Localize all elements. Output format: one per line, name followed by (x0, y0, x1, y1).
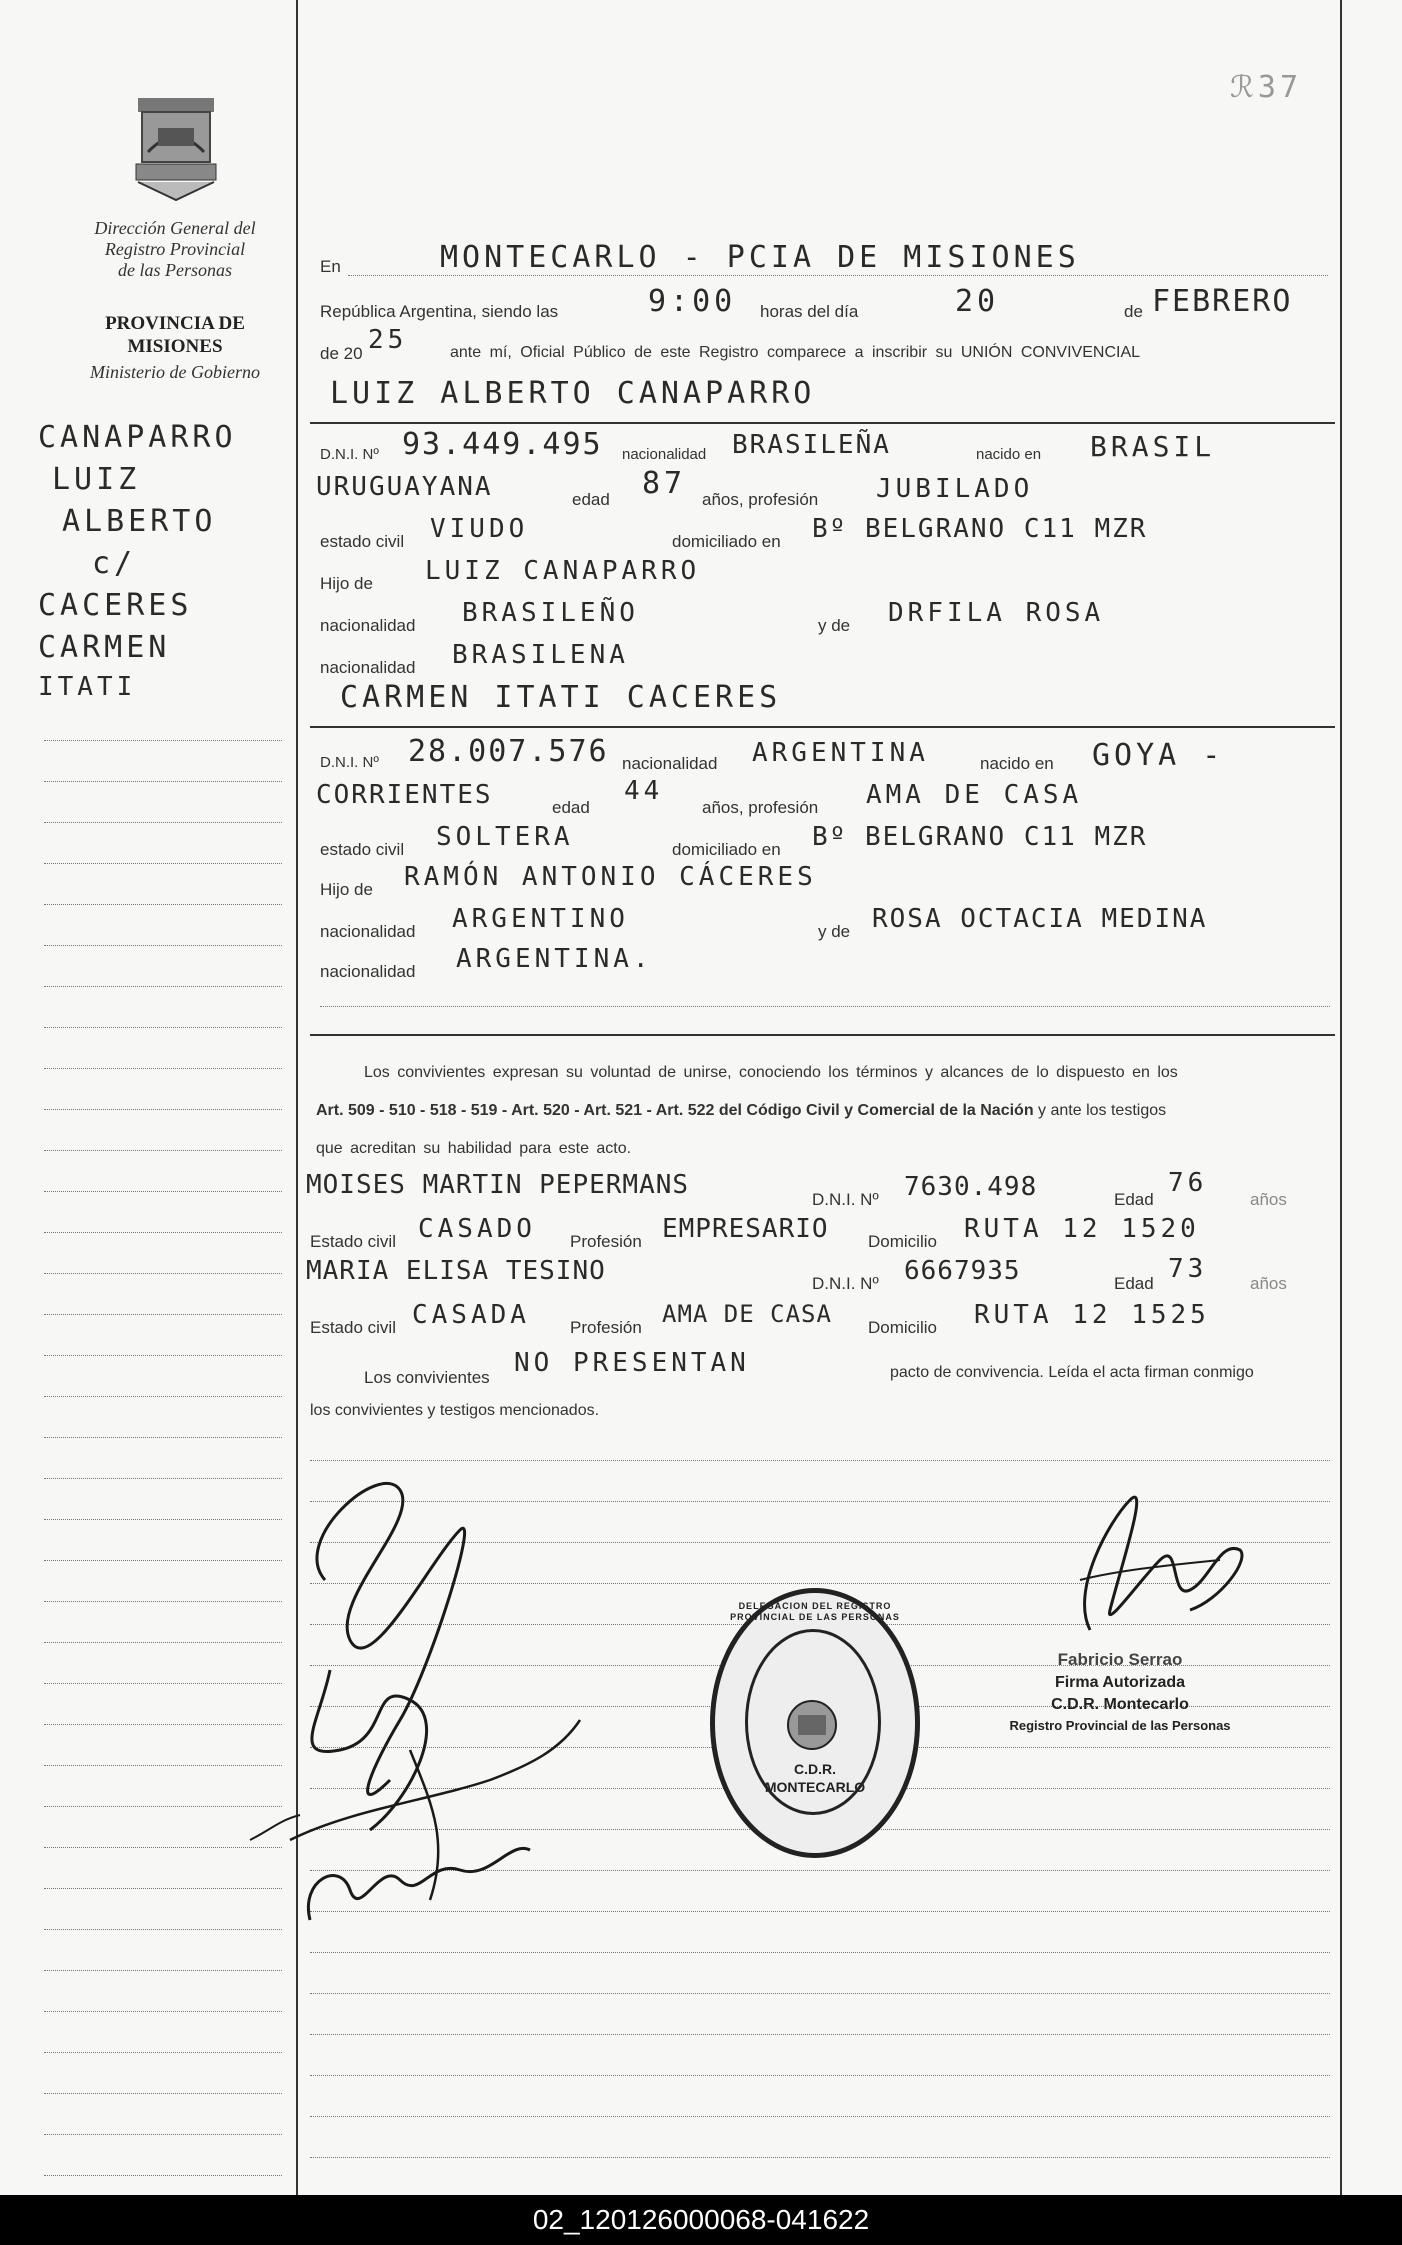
w2-prof: AMA DE CASA (662, 1300, 832, 1328)
margin-ruling (44, 1970, 282, 1971)
margin-note-1: CANAPARRO (38, 420, 237, 455)
margin-ruling (44, 2052, 282, 2053)
p1-domic-label: domiciliado en (672, 532, 781, 551)
margin-ruling (44, 1191, 282, 1192)
p1-domic: Bº BELGRANO C11 MZR (812, 514, 1148, 544)
w2-estado: CASADA (412, 1300, 530, 1330)
person2-fullname: CARMEN ITATI CACERES (340, 680, 782, 715)
margin-note-7: ITATI (38, 672, 137, 702)
header-line1: Dirección General del (94, 218, 256, 238)
anio-value: 25 (368, 325, 408, 355)
w2-prof-label: Profesión (570, 1318, 642, 1337)
margin-note-5: CACERES (38, 588, 193, 623)
p2-estado-label: estado civil (320, 840, 405, 859)
w1-anios-label: años (1250, 1190, 1287, 1209)
p1-nacido-label: nacido en (976, 446, 1042, 463)
p1-nacpadre-label: nacionalidad (320, 616, 416, 635)
p2-hijo-label: Hijo de (320, 880, 373, 899)
w2-dom-label: Domicilio (868, 1318, 937, 1337)
w2-dom: RUTA 12 1525 (974, 1300, 1210, 1330)
divider-1 (310, 422, 1335, 424)
de-label: de (1124, 302, 1143, 321)
w1-estado: CASADO (418, 1214, 536, 1244)
p2-yde-label: y de (818, 922, 851, 941)
p1-nac: BRASILEÑA (732, 430, 891, 460)
de20-label: de 20 (320, 344, 363, 363)
province-line1: PROVINCIA DE (105, 313, 245, 334)
margin-ruling (44, 904, 282, 905)
margin-ruling (44, 822, 282, 823)
margin-ruling (44, 1109, 282, 1110)
margin-ruling (44, 2093, 282, 2094)
p1-estado: VIUDO (430, 514, 529, 544)
w1-estado-label: Estado civil (310, 1232, 396, 1251)
pacto-rest2: los convivientes y testigos mencionados. (310, 1402, 600, 1419)
w1-dom: RUTA 12 1520 (964, 1214, 1200, 1244)
mes-value: FEBRERO (1152, 284, 1293, 319)
p1-edad: 87 (642, 466, 687, 501)
margin-ruling (44, 1355, 282, 1356)
pacto-value: NO PRESENTAN (514, 1348, 750, 1378)
body-ruling (310, 1993, 1330, 1994)
blank-dots (320, 1006, 1330, 1007)
republica-label: República Argentina, siendo las (320, 302, 559, 321)
margin-ruling (44, 986, 282, 987)
p1-estado-label: estado civil (320, 532, 405, 551)
seal-inner2: MONTECARLO (764, 1779, 866, 1795)
p1-nac-label: nacionalidad (622, 446, 707, 463)
body-ruling (310, 2157, 1330, 2158)
p2-nacido: GOYA - (1092, 738, 1225, 773)
person1-fullname: LUIZ ALBERTO CANAPARRO (330, 376, 816, 411)
w1-name: MOISES MARTIN PEPERMANS (306, 1170, 690, 1200)
en-label: En (320, 257, 341, 276)
margin-ruling (44, 2011, 282, 2012)
w2-edad-label: Edad (1114, 1274, 1154, 1293)
legal-articles: Art. 509 - 510 - 518 - 519 - Art. 520 - Art. 521 - Art. 522 del Código Civil y Comercial de la Nación (316, 1102, 1034, 1119)
margin-ruling (44, 1232, 282, 1233)
legal-p3: que acreditan su habilidad para este acto. (316, 1140, 632, 1157)
w2-dni-label: D.N.I. Nº (812, 1274, 879, 1293)
margin-ruling (44, 2175, 282, 2176)
pacto-rest: pacto de convivencia. Leída el acta firman conmigo (890, 1364, 1254, 1381)
legal-p2 (316, 1102, 1166, 1120)
p1-padre: LUIZ CANAPARRO (425, 556, 701, 586)
margin-ruling (44, 740, 282, 741)
stamp-line2: C.D.R. Montecarlo (1051, 1696, 1189, 1713)
pacto-label: Los convivientes (364, 1368, 490, 1387)
header-line2: Registro Provincial (104, 239, 246, 259)
margin-ruling (44, 1150, 282, 1151)
margin-ruling (44, 863, 282, 864)
ante-text: ante mí, Oficial Público de este Registro comparece a inscribir su UNIÓN CONVIVENCIAL (450, 344, 1141, 361)
margin-note-4: c/ (92, 546, 137, 581)
official-seal (710, 1588, 920, 1858)
p1-nacmadre-label: nacionalidad (320, 658, 416, 677)
w2-edad: 73 (1168, 1254, 1208, 1284)
margin-ruling (44, 1314, 282, 1315)
ministry-name: Ministerio de Gobierno (90, 362, 260, 382)
document-code-footer: 02_120126000068-041622 (0, 2195, 1402, 2245)
w2-anios-label: años (1250, 1274, 1287, 1293)
p2-dni-label: D.N.I. Nº (320, 754, 379, 771)
w1-dom-label: Domicilio (868, 1232, 937, 1251)
p2-madre: ROSA OCTACIA MEDINA (872, 904, 1208, 934)
p1-nacido: BRASIL (1090, 430, 1216, 463)
header-line3: de las Personas (118, 260, 232, 280)
body-ruling (310, 2034, 1330, 2035)
p2-nacmadre-label: nacionalidad (320, 962, 416, 981)
margin-ruling (44, 1068, 282, 1069)
directorate-name (60, 218, 290, 281)
p2-nac-label: nacionalidad (622, 754, 718, 773)
p2-padre: RAMÓN ANTONIO CÁCERES (404, 862, 817, 892)
p2-estado: SOLTERA (436, 822, 574, 852)
p2-nacpadre: ARGENTINO (452, 904, 629, 934)
p2-nacpadre-label: nacionalidad (320, 922, 416, 941)
signature-right-icon (1050, 1480, 1250, 1650)
p2-nacmadre: ARGENTINA. (456, 944, 653, 974)
p1-dni: 93.449.495 (402, 427, 603, 462)
p1-nacido2: URUGUAYANA (316, 472, 493, 502)
w2-name: MARIA ELISA TESINO (306, 1256, 606, 1286)
page-mark: ℛ37 (1230, 70, 1303, 105)
p2-nacido-label: nacido en (980, 754, 1054, 773)
margin-ruling (44, 781, 282, 782)
right-margin-line (1340, 0, 1342, 2195)
p2-profesion: AMA DE CASA (866, 780, 1083, 810)
p2-dni: 28.007.576 (408, 734, 609, 769)
p2-nac: ARGENTINA (752, 738, 929, 768)
p1-hijo-label: Hijo de (320, 574, 373, 593)
hora-value: 9:00 (648, 284, 737, 319)
p2-edad: 44 (624, 776, 664, 806)
p1-edad-label: edad (572, 490, 610, 509)
margin-note-3: ALBERTO (62, 504, 217, 539)
margin-ruling (44, 945, 282, 946)
stamp-name: Fabricio Serrao (1057, 1650, 1183, 1669)
p1-nacpadre: BRASILEÑO (462, 598, 639, 628)
en-dots (348, 275, 1328, 276)
p1-anios-label: años, profesión (702, 490, 819, 509)
en-value: MONTECARLO - PCIA DE MISIONES (440, 240, 1080, 275)
p2-edad-label: edad (552, 798, 590, 817)
margin-ruling (44, 2134, 282, 2135)
legal-p2-rest: y ante los testigos (1038, 1102, 1167, 1119)
body-ruling (310, 2075, 1330, 2076)
margin-ruling (44, 1396, 282, 1397)
legal-p1: Los convivientes expresan su voluntad de unirse, conociendo los términos y alcances de lo dispuesto en los (364, 1064, 1178, 1081)
dia-value: 20 (955, 284, 1000, 319)
seal-inner1: C.D.R. (794, 1761, 836, 1777)
w1-prof-label: Profesión (570, 1232, 642, 1251)
province-emblem-icon (128, 92, 224, 204)
w1-edad: 76 (1168, 1168, 1208, 1198)
province-title (60, 312, 290, 358)
w1-edad-label: Edad (1114, 1190, 1154, 1209)
stamp-line1: Firma Autorizada (1054, 1674, 1186, 1691)
p2-domic-label: domiciliado en (672, 840, 781, 859)
p2-domic: Bº BELGRANO C11 MZR (812, 822, 1148, 852)
w1-dni: 7630.498 (904, 1172, 1038, 1202)
margin-note-6: CARMEN (38, 630, 171, 665)
w2-dni: 6667935 (904, 1256, 1021, 1286)
divider-3 (310, 1034, 1335, 1036)
p1-yde-label: y de (818, 616, 851, 635)
p2-anios-label: años, profesión (702, 798, 819, 817)
body-ruling (310, 2116, 1330, 2117)
divider-2 (310, 726, 1335, 728)
p1-madre: DRFILA ROSA (888, 598, 1105, 628)
p1-profesion: JUBILADO (876, 474, 1034, 504)
seal-ring-text: DELEGACION DEL REGISTRO PROVINCIAL DE LAS PERSONAS (730, 1601, 900, 1622)
horas-label: horas del día (760, 302, 859, 321)
w1-dni-label: D.N.I. Nº (812, 1190, 879, 1209)
seal-shield-icon (782, 1697, 842, 1753)
w1-prof: EMPRESARIO (662, 1214, 829, 1244)
province-line2: MISIONES (127, 336, 223, 357)
w2-estado-label: Estado civil (310, 1318, 396, 1337)
p1-nacmadre: BRASILENA (452, 640, 629, 670)
stamp-line3: Registro Provincial de las Personas (1009, 1718, 1231, 1733)
p1-dni-label: D.N.I. Nº (320, 446, 379, 463)
p2-nacido2: CORRIENTES (316, 780, 493, 810)
margin-ruling (44, 1273, 282, 1274)
signature-left-icon (230, 1420, 610, 1960)
margin-ruling (44, 1027, 282, 1028)
margin-note-2: LUIZ (52, 462, 141, 497)
